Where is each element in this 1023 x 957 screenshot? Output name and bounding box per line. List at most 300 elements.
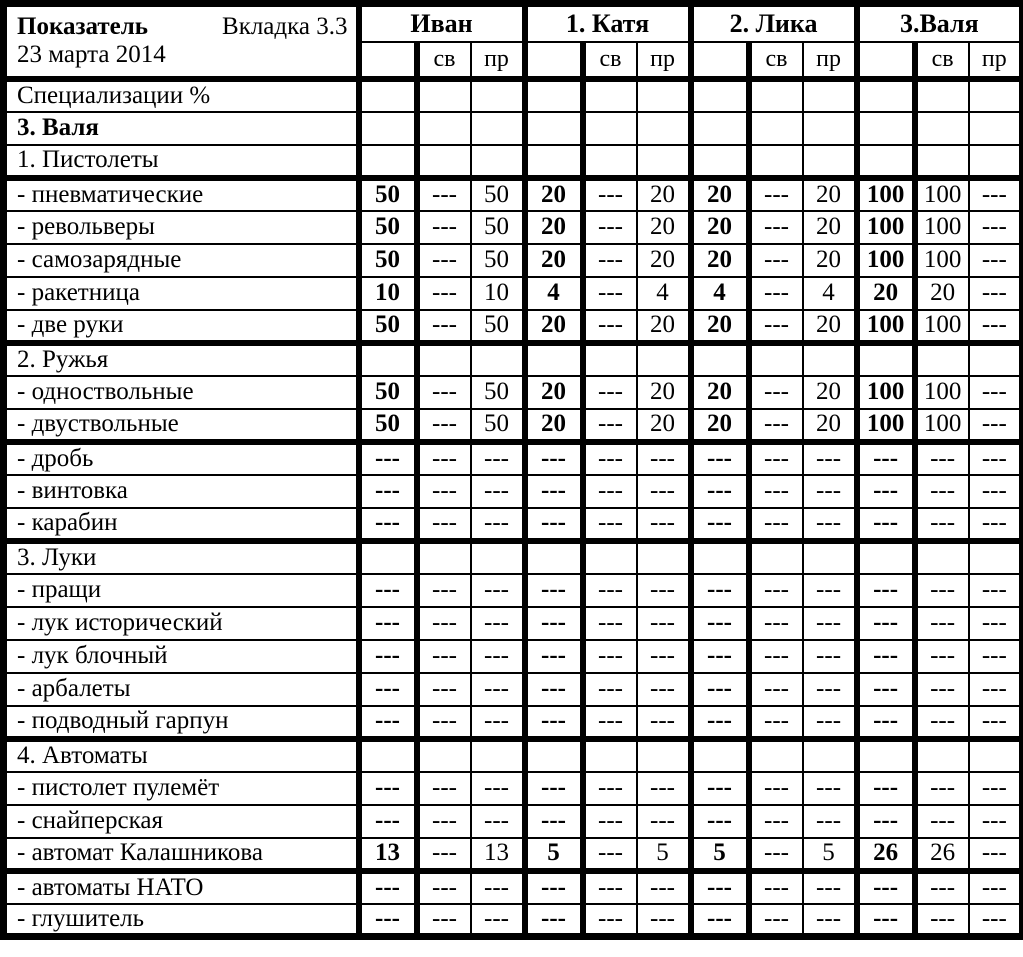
value-cell bbox=[525, 739, 583, 772]
value-cell: --- bbox=[857, 805, 915, 838]
value-cell: --- bbox=[583, 574, 637, 607]
value-cell: --- bbox=[749, 706, 803, 739]
value-cell: 4 bbox=[691, 277, 749, 310]
value-cell bbox=[359, 343, 417, 376]
value-cell: 20 bbox=[525, 211, 583, 244]
value-cell: --- bbox=[637, 640, 691, 673]
value-cell: --- bbox=[417, 772, 471, 805]
value-cell: --- bbox=[583, 475, 637, 508]
value-cell: 50 bbox=[359, 409, 417, 442]
value-cell: --- bbox=[857, 442, 915, 475]
value-cell: --- bbox=[691, 673, 749, 706]
value-cell: --- bbox=[471, 508, 525, 541]
value-cell: 20 bbox=[803, 244, 857, 277]
value-cell bbox=[583, 343, 637, 376]
table-row bbox=[4, 178, 1023, 211]
value-cell: --- bbox=[471, 772, 525, 805]
value-cell: 5 bbox=[691, 838, 749, 871]
value-cell: 100 bbox=[915, 244, 969, 277]
value-cell: 20 bbox=[691, 409, 749, 442]
value-cell: --- bbox=[359, 871, 417, 904]
value-cell: --- bbox=[749, 277, 803, 310]
value-cell: --- bbox=[359, 640, 417, 673]
value-cell bbox=[915, 145, 969, 178]
value-cell: --- bbox=[803, 607, 857, 640]
table-row bbox=[4, 244, 1023, 277]
subcol-header-св: св bbox=[915, 42, 969, 79]
subcol-header-пр: пр bbox=[803, 42, 857, 79]
value-cell: --- bbox=[359, 475, 417, 508]
value-cell: --- bbox=[583, 442, 637, 475]
value-cell: --- bbox=[525, 904, 583, 937]
value-cell: --- bbox=[915, 607, 969, 640]
value-cell: --- bbox=[857, 904, 915, 937]
value-cell: --- bbox=[803, 904, 857, 937]
value-cell: --- bbox=[637, 574, 691, 607]
value-cell: --- bbox=[417, 871, 471, 904]
value-cell: --- bbox=[417, 673, 471, 706]
value-cell: 10 bbox=[359, 277, 417, 310]
date-label: 23 марта 2014 bbox=[17, 41, 166, 69]
subcol-header-пр: пр bbox=[969, 42, 1023, 79]
value-cell: 100 bbox=[857, 409, 915, 442]
value-cell: --- bbox=[857, 772, 915, 805]
value-cell: --- bbox=[637, 904, 691, 937]
value-cell bbox=[525, 343, 583, 376]
value-cell: --- bbox=[691, 607, 749, 640]
value-cell: 5 bbox=[803, 838, 857, 871]
row-label-cell: - лук исторический bbox=[4, 607, 359, 640]
table-corner-header bbox=[4, 4, 359, 79]
subcol-header-пр: пр bbox=[637, 42, 691, 79]
table-row bbox=[4, 739, 1023, 772]
value-cell: --- bbox=[749, 442, 803, 475]
value-cell: --- bbox=[359, 673, 417, 706]
group-header-valya: 3.Валя bbox=[857, 4, 1023, 42]
table-row bbox=[4, 211, 1023, 244]
value-cell: --- bbox=[691, 871, 749, 904]
value-cell: --- bbox=[525, 640, 583, 673]
row-label-cell: - карабин bbox=[4, 508, 359, 541]
value-cell: --- bbox=[857, 607, 915, 640]
value-cell bbox=[691, 541, 749, 574]
value-cell: --- bbox=[583, 211, 637, 244]
value-cell: 50 bbox=[471, 244, 525, 277]
value-cell bbox=[417, 541, 471, 574]
value-cell bbox=[749, 541, 803, 574]
value-cell: --- bbox=[471, 607, 525, 640]
row-label-cell: - автоматы НАТО bbox=[4, 871, 359, 904]
value-cell: --- bbox=[359, 904, 417, 937]
row-label-cell: - снайперская bbox=[4, 805, 359, 838]
value-cell: --- bbox=[637, 706, 691, 739]
row-label-cell: - пращи bbox=[4, 574, 359, 607]
value-cell: --- bbox=[359, 574, 417, 607]
value-cell: --- bbox=[749, 607, 803, 640]
value-cell: --- bbox=[417, 607, 471, 640]
value-cell: --- bbox=[417, 904, 471, 937]
row-label-cell: 4. Автоматы bbox=[4, 739, 359, 772]
value-cell: --- bbox=[525, 607, 583, 640]
value-cell bbox=[969, 739, 1023, 772]
value-cell: --- bbox=[417, 310, 471, 343]
table-row bbox=[4, 409, 1023, 442]
value-cell: --- bbox=[525, 574, 583, 607]
value-cell: --- bbox=[969, 772, 1023, 805]
value-cell: 100 bbox=[915, 376, 969, 409]
value-cell bbox=[749, 79, 803, 112]
value-cell: --- bbox=[417, 706, 471, 739]
value-cell bbox=[691, 112, 749, 145]
value-cell: --- bbox=[969, 805, 1023, 838]
value-cell bbox=[359, 145, 417, 178]
value-cell bbox=[359, 739, 417, 772]
value-cell: --- bbox=[583, 640, 637, 673]
row-label-cell: - револьверы bbox=[4, 211, 359, 244]
value-cell bbox=[803, 145, 857, 178]
value-cell: --- bbox=[691, 508, 749, 541]
table-row bbox=[4, 277, 1023, 310]
value-cell: 100 bbox=[915, 178, 969, 211]
value-cell: --- bbox=[583, 871, 637, 904]
value-cell: 20 bbox=[525, 178, 583, 211]
table-row bbox=[4, 508, 1023, 541]
value-cell: --- bbox=[583, 772, 637, 805]
value-cell: --- bbox=[749, 178, 803, 211]
value-cell: --- bbox=[749, 376, 803, 409]
value-cell bbox=[471, 145, 525, 178]
table-row bbox=[4, 706, 1023, 739]
value-cell: --- bbox=[471, 475, 525, 508]
value-cell bbox=[471, 343, 525, 376]
value-cell bbox=[525, 79, 583, 112]
row-label-cell: - подводный гарпун bbox=[4, 706, 359, 739]
value-cell: 20 bbox=[637, 409, 691, 442]
value-cell bbox=[803, 343, 857, 376]
value-cell: --- bbox=[749, 772, 803, 805]
value-cell bbox=[969, 145, 1023, 178]
value-cell bbox=[583, 79, 637, 112]
value-cell: 50 bbox=[471, 409, 525, 442]
value-cell: --- bbox=[969, 904, 1023, 937]
value-cell: 50 bbox=[471, 178, 525, 211]
value-cell: --- bbox=[637, 805, 691, 838]
table-row bbox=[4, 310, 1023, 343]
value-cell: --- bbox=[969, 409, 1023, 442]
value-cell: --- bbox=[749, 244, 803, 277]
value-cell: --- bbox=[417, 244, 471, 277]
value-cell: 100 bbox=[857, 178, 915, 211]
value-cell: --- bbox=[915, 673, 969, 706]
table-row bbox=[4, 871, 1023, 904]
value-cell: --- bbox=[915, 706, 969, 739]
value-cell: 20 bbox=[637, 376, 691, 409]
value-cell: --- bbox=[749, 574, 803, 607]
value-cell: --- bbox=[583, 838, 637, 871]
value-cell: --- bbox=[691, 805, 749, 838]
value-cell: --- bbox=[471, 673, 525, 706]
row-label-cell: - дробь bbox=[4, 442, 359, 475]
value-cell: --- bbox=[417, 376, 471, 409]
value-cell: 50 bbox=[359, 178, 417, 211]
value-cell: --- bbox=[915, 508, 969, 541]
value-cell: 20 bbox=[637, 244, 691, 277]
value-cell: --- bbox=[637, 607, 691, 640]
row-label-cell: - ракетница bbox=[4, 277, 359, 310]
table-row bbox=[4, 79, 1023, 112]
header-row-groups bbox=[4, 4, 1023, 42]
value-cell: 100 bbox=[915, 211, 969, 244]
value-cell: --- bbox=[915, 574, 969, 607]
value-cell bbox=[857, 739, 915, 772]
value-cell: --- bbox=[417, 508, 471, 541]
value-cell: --- bbox=[471, 805, 525, 838]
value-cell bbox=[803, 739, 857, 772]
value-cell bbox=[857, 343, 915, 376]
value-cell bbox=[857, 541, 915, 574]
group-header-ivan: Иван bbox=[359, 4, 525, 42]
value-cell: 100 bbox=[915, 310, 969, 343]
value-cell: 20 bbox=[691, 211, 749, 244]
subcol-header-main bbox=[857, 42, 915, 79]
value-cell: --- bbox=[471, 442, 525, 475]
value-cell: --- bbox=[749, 805, 803, 838]
value-cell: 20 bbox=[803, 310, 857, 343]
value-cell bbox=[637, 343, 691, 376]
value-cell: --- bbox=[749, 310, 803, 343]
value-cell: 4 bbox=[525, 277, 583, 310]
value-cell: --- bbox=[969, 475, 1023, 508]
value-cell: 20 bbox=[525, 376, 583, 409]
row-label-cell: 3. Валя bbox=[4, 112, 359, 145]
value-cell: --- bbox=[691, 706, 749, 739]
value-cell: 50 bbox=[359, 244, 417, 277]
value-cell bbox=[749, 145, 803, 178]
value-cell: --- bbox=[915, 640, 969, 673]
value-cell: --- bbox=[525, 706, 583, 739]
value-cell: --- bbox=[803, 706, 857, 739]
value-cell: --- bbox=[417, 409, 471, 442]
value-cell: --- bbox=[691, 475, 749, 508]
value-cell bbox=[359, 79, 417, 112]
value-cell: --- bbox=[969, 574, 1023, 607]
value-cell: --- bbox=[969, 277, 1023, 310]
table-row bbox=[4, 805, 1023, 838]
value-cell: 100 bbox=[857, 244, 915, 277]
value-cell bbox=[803, 112, 857, 145]
value-cell bbox=[417, 145, 471, 178]
value-cell: --- bbox=[417, 277, 471, 310]
table-row bbox=[4, 376, 1023, 409]
value-cell bbox=[915, 79, 969, 112]
value-cell: --- bbox=[471, 706, 525, 739]
value-cell: 100 bbox=[857, 211, 915, 244]
value-cell bbox=[969, 112, 1023, 145]
value-cell: --- bbox=[749, 871, 803, 904]
value-cell: --- bbox=[583, 508, 637, 541]
value-cell bbox=[471, 541, 525, 574]
value-cell bbox=[417, 739, 471, 772]
value-cell bbox=[637, 541, 691, 574]
value-cell: 10 bbox=[471, 277, 525, 310]
value-cell bbox=[803, 79, 857, 112]
value-cell: --- bbox=[857, 475, 915, 508]
value-cell: --- bbox=[583, 310, 637, 343]
group-header-lika: 2. Лика bbox=[691, 4, 857, 42]
subcol-header-св: св bbox=[417, 42, 471, 79]
value-cell: --- bbox=[857, 673, 915, 706]
value-cell: --- bbox=[969, 673, 1023, 706]
value-cell: --- bbox=[359, 508, 417, 541]
subcol-header-св: св bbox=[749, 42, 803, 79]
value-cell: 20 bbox=[691, 244, 749, 277]
value-cell bbox=[691, 145, 749, 178]
value-cell: --- bbox=[749, 409, 803, 442]
value-cell: 50 bbox=[471, 376, 525, 409]
value-cell: 20 bbox=[803, 376, 857, 409]
value-cell: --- bbox=[803, 871, 857, 904]
value-cell bbox=[583, 112, 637, 145]
subcol-header-main bbox=[525, 42, 583, 79]
value-cell bbox=[969, 343, 1023, 376]
value-cell bbox=[691, 739, 749, 772]
value-cell: 20 bbox=[915, 277, 969, 310]
value-cell: --- bbox=[525, 475, 583, 508]
value-cell bbox=[915, 541, 969, 574]
value-cell: 50 bbox=[359, 376, 417, 409]
value-cell: --- bbox=[915, 475, 969, 508]
table-row bbox=[4, 640, 1023, 673]
value-cell: 4 bbox=[803, 277, 857, 310]
value-cell: --- bbox=[749, 838, 803, 871]
value-cell: --- bbox=[417, 574, 471, 607]
value-cell: 20 bbox=[803, 178, 857, 211]
value-cell bbox=[857, 79, 915, 112]
table-row bbox=[4, 343, 1023, 376]
value-cell bbox=[525, 145, 583, 178]
value-cell bbox=[583, 739, 637, 772]
table-row bbox=[4, 607, 1023, 640]
value-cell: --- bbox=[857, 574, 915, 607]
value-cell: --- bbox=[803, 475, 857, 508]
table-row bbox=[4, 442, 1023, 475]
value-cell bbox=[637, 145, 691, 178]
table-row bbox=[4, 772, 1023, 805]
indicator-title: Показатель bbox=[17, 13, 148, 41]
value-cell bbox=[915, 739, 969, 772]
row-label-cell: - винтовка bbox=[4, 475, 359, 508]
value-cell: --- bbox=[471, 574, 525, 607]
value-cell: --- bbox=[915, 871, 969, 904]
row-label-cell: - глушитель bbox=[4, 904, 359, 937]
value-cell bbox=[359, 112, 417, 145]
value-cell: --- bbox=[417, 640, 471, 673]
value-cell: --- bbox=[749, 904, 803, 937]
value-cell: --- bbox=[583, 706, 637, 739]
value-cell: --- bbox=[471, 640, 525, 673]
subcol-header-св: св bbox=[583, 42, 637, 79]
value-cell bbox=[749, 739, 803, 772]
value-cell: --- bbox=[637, 673, 691, 706]
value-cell: --- bbox=[803, 772, 857, 805]
value-cell: --- bbox=[915, 442, 969, 475]
value-cell: 100 bbox=[915, 409, 969, 442]
value-cell: --- bbox=[857, 871, 915, 904]
value-cell: 4 bbox=[637, 277, 691, 310]
value-cell: --- bbox=[691, 904, 749, 937]
value-cell: 13 bbox=[471, 838, 525, 871]
value-cell bbox=[583, 145, 637, 178]
value-cell: --- bbox=[583, 904, 637, 937]
value-cell: --- bbox=[583, 409, 637, 442]
row-label-cell: 2. Ружья bbox=[4, 343, 359, 376]
value-cell bbox=[915, 343, 969, 376]
value-cell: --- bbox=[969, 310, 1023, 343]
value-cell bbox=[471, 79, 525, 112]
value-cell: --- bbox=[691, 442, 749, 475]
value-cell: --- bbox=[969, 871, 1023, 904]
value-cell: --- bbox=[583, 607, 637, 640]
value-cell: --- bbox=[417, 805, 471, 838]
value-cell: --- bbox=[417, 442, 471, 475]
value-cell: --- bbox=[969, 607, 1023, 640]
value-cell bbox=[525, 112, 583, 145]
value-cell: --- bbox=[749, 673, 803, 706]
value-cell bbox=[803, 541, 857, 574]
value-cell: 20 bbox=[857, 277, 915, 310]
value-cell: 20 bbox=[691, 310, 749, 343]
table-row bbox=[4, 904, 1023, 937]
row-label-cell: - две руки bbox=[4, 310, 359, 343]
subcol-header-пр: пр bbox=[471, 42, 525, 79]
value-cell: --- bbox=[969, 706, 1023, 739]
value-cell: --- bbox=[969, 244, 1023, 277]
value-cell bbox=[691, 343, 749, 376]
row-label-cell: - одноствольные bbox=[4, 376, 359, 409]
row-label-cell: - автомат Калашникова bbox=[4, 838, 359, 871]
value-cell: --- bbox=[857, 640, 915, 673]
value-cell bbox=[583, 541, 637, 574]
value-cell bbox=[857, 112, 915, 145]
value-cell: --- bbox=[525, 442, 583, 475]
value-cell bbox=[637, 112, 691, 145]
subcol-header-main bbox=[691, 42, 749, 79]
value-cell: --- bbox=[749, 640, 803, 673]
row-label-cell: - пистолет пулемёт bbox=[4, 772, 359, 805]
row-label-cell: - лук блочный bbox=[4, 640, 359, 673]
value-cell: --- bbox=[857, 508, 915, 541]
value-cell: --- bbox=[637, 871, 691, 904]
value-cell: 20 bbox=[691, 376, 749, 409]
value-cell: 5 bbox=[637, 838, 691, 871]
value-cell bbox=[471, 112, 525, 145]
value-cell: --- bbox=[857, 706, 915, 739]
value-cell: --- bbox=[525, 508, 583, 541]
value-cell: --- bbox=[417, 211, 471, 244]
value-cell: --- bbox=[359, 607, 417, 640]
value-cell: --- bbox=[969, 838, 1023, 871]
subcol-header-main bbox=[359, 42, 417, 79]
value-cell: --- bbox=[691, 640, 749, 673]
value-cell: --- bbox=[471, 904, 525, 937]
row-label-cell: - самозарядные bbox=[4, 244, 359, 277]
value-cell: --- bbox=[749, 211, 803, 244]
value-cell: --- bbox=[583, 178, 637, 211]
row-label-cell: - пневматические bbox=[4, 178, 359, 211]
value-cell: 20 bbox=[637, 310, 691, 343]
value-cell: --- bbox=[969, 508, 1023, 541]
value-cell: --- bbox=[359, 442, 417, 475]
